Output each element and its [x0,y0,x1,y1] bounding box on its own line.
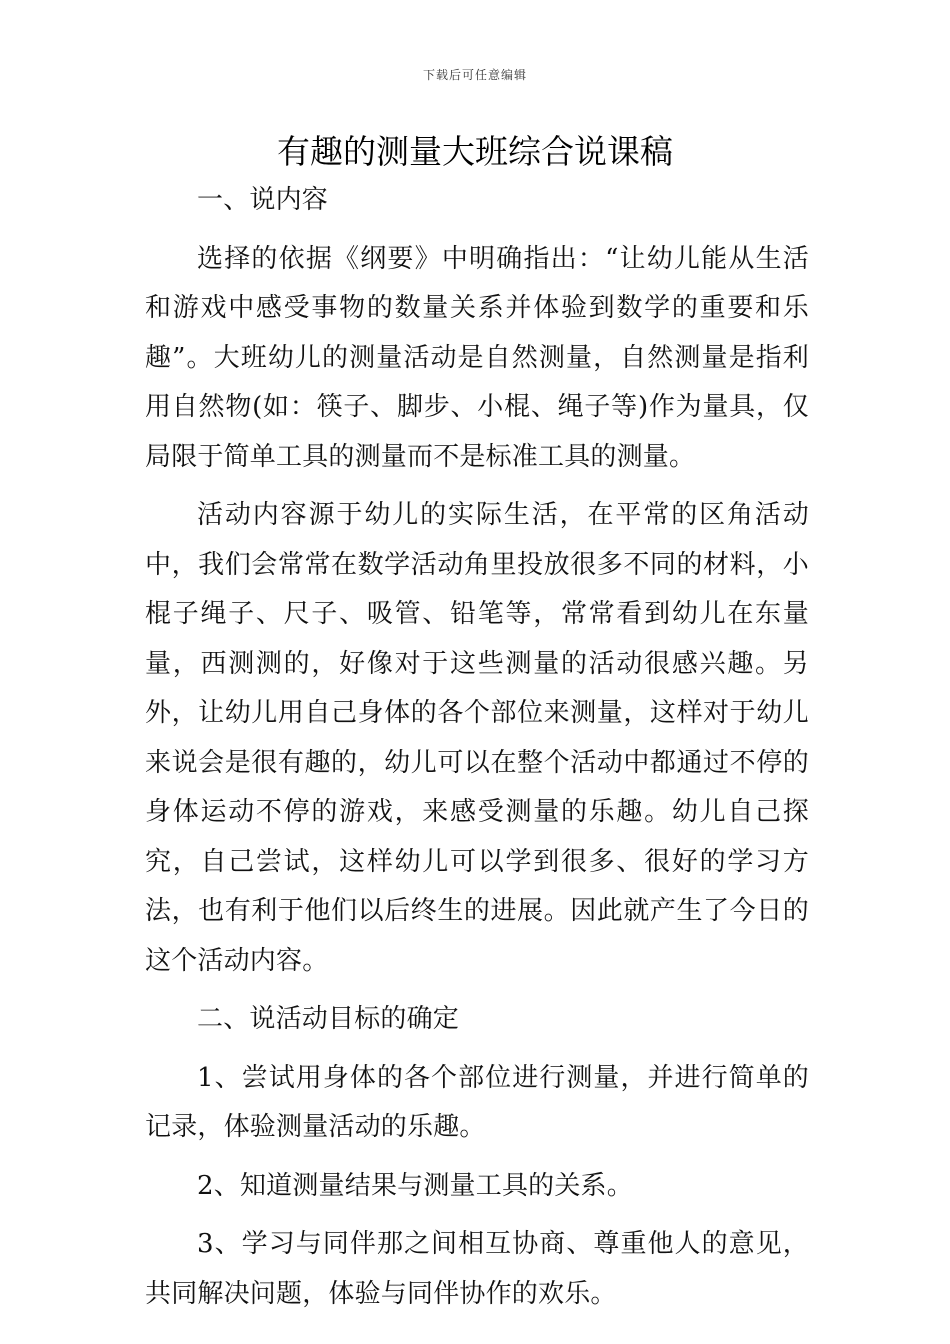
goal-item-3: 3、学习与同伴那之间相互协商、尊重他人的意见，共同解决问题，体验与同伴协作的欢乐。 [145,1229,809,1309]
goal-item-1: 1、尝试用身体的各个部位进行测量，并进行简单的记录，体验测量活动的乐趣。 [145,1062,809,1142]
header-note: 下载后可任意编辑 [422,68,527,82]
paragraph-basis: 选择的依据《纲要》中明确指出：“让幼儿能从生活和游戏中感受事物的数量关系并体验到数学的重要和乐趣”。大班幼儿的测量活动是自然测量，自然测量是指利用自然物(如：筷子、脚步、小棍、绳子等)作为量具，仅局限于简单工具的测量而不是标准工具的测量。 [145,243,809,472]
goal-item-2: 2、知道测量结果与测量工具的关系。 [197,1170,633,1201]
section-heading-goals: 二、说活动目标的确定 [197,1004,460,1034]
document-body [145,176,809,1319]
paragraph-activity-source: 活动内容源于幼儿的实际生活，在平常的区角活动中，我们会常常在数学活动角里投放很多不同的材料，小棍子绳子、尺子、吸管、铅笔等，常常看到幼儿在东量量，西测测的，好像对于这些测量的活动很感兴趣。另外，让幼儿用自己身体的各个部位来测量，这样对于幼儿来说会是很有趣的，幼儿可以在整个活动中都通过不停的身体运动不停的游戏，来感受测量的乐趣。幼儿自己探究，自己尝试，这样幼儿可以学到很多、很好的学习方法，也有利于他们以后终生的进展。因此就产生了今日的这个活动内容。 [145,500,809,976]
section-heading-content: 一、说内容 [197,185,329,215]
document-title: 有趣的测量大班综合说课稿 [277,132,673,171]
